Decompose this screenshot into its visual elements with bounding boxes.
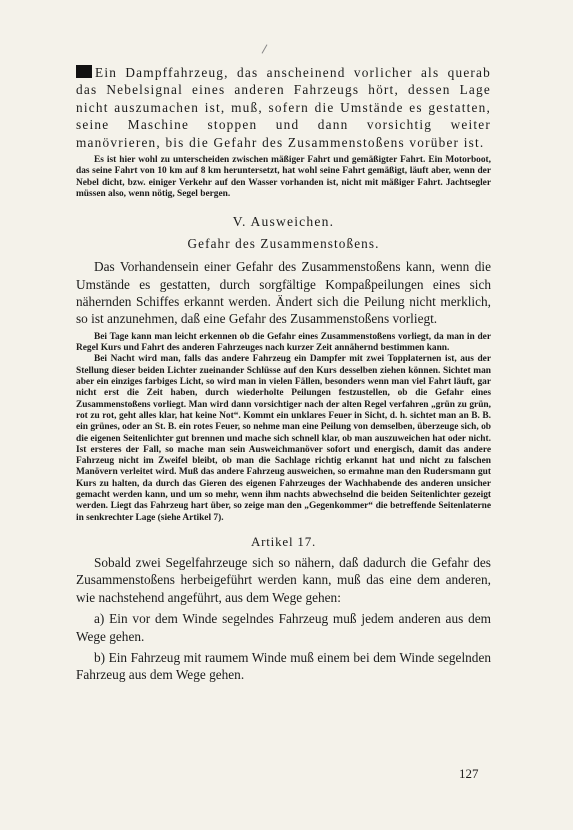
paragraph-sailing-vessels: Sobald zwei Segelfahrzeuge sich so nähern, daß dadurch die Gefahr des Zusammenstoßens herbeigeführt werden kann, muß das eine dem anderen, wie nachstehend angeführt, aus dem Wege gehen:: [76, 554, 491, 605]
page-number: 127: [459, 766, 479, 781]
list-item-b: b) Ein Fahrzeug mit raumem Winde muß einem bei dem Winde segelnden Fahrzeug aus dem Wege gehen.: [76, 649, 491, 683]
note-moderate-speed: Es ist hier wohl zu unterscheiden zwischen mäßiger Fahrt und gemäßigter Fahrt. Ein Motorboot, das seine Fahrt von 10 km auf 8 km heruntersetzt, hat wohl seine Fahrt gemäßigt, läuft aber, wenn der Nebel dicht, bzw. einiger Verkehr auf den Wasser vorhanden ist, nicht mit mäßiger Fahrt. Jachtsegler müssen also, wenn nötig, Segel bergen.: [76, 155, 491, 199]
paragraph-fog-signal: [76, 64, 491, 151]
section-title: V. Ausweichen.: [232, 214, 335, 230]
section-subtitle: Gefahr des Zusammenstoßens.: [187, 236, 380, 252]
paragraph-collision-risk: Das Vorhandensein einer Gefahr des Zusammenstoßens kann, wenn die Umstände es gestatten, durch sorgfältige Kompaßpeilungen eines sich nähernden Schiffes erkannt werden. Ändert sich die Peilung nicht merklich, so ist anzunehmen, daß eine Gefahr des Zusammenstoßens vorliegt.: [76, 259, 491, 327]
article-title: Artikel 17.: [250, 533, 317, 549]
ink-mark: [262, 44, 268, 53]
note-nighttime: Bei Nacht wird man, falls das andere Fahrzeug ein Dampfer mit zwei Topplaternen ist, aus der Stellung dieser beiden Lichter zueinander Schlüsse auf den Kurs desselben ziehen können. Sichtet man aber ein einziges farbiges Licht, so wird man in vielen Fällen, besonders wenn man viel Fahrt läuft, gar nicht erst die Zeit haben, durch wiederholte Peilungen festzustellen, ob die Gefahr eines Zusammenstoßens vorliegt. Man wird dann vorsichtiger nach der alten Regel verfahren „grün zu grün, rot zu rot, geht alles klar, hat keine Not“. Kommt ein unklares Feuer in Sicht, d. h. sichtet man an B. B. ein grünes, oder an St. B. ein rotes Feuer, so nehme man eine Peilung von demselben, überzeuge sich, ob die eigenen Seitenlichter gut brennen und mache sich schnell klar, ob man auszuweichen hat oder nicht. Ist ersteres der Fall, so mache man sein Ausweichmanöver sofort und energisch, damit das andere Fahrzeug nicht im Zweifel bleibt, ob man die Sachlage richtig erkannt hat und nicht zu falschen Manövern verleitet wird. Muß das andere Fahrzeug ausweichen, so ermahne man den Rudersmann gut Kurs zu halten, da durch das Gieren des eigenen Fahrzeuges der Wachhabende des anderen unsicher gemacht werden kann, und um so mehr, wenn ihm nachts abwechselnd die beiden Seitenlichter gezeigt werden. Liegt das Fahrzeug hart über, so zeige man den „Gegenkommer“ die betreffende Seitenlaterne in senkrechter Lage (siehe Artikel 7).: [76, 354, 491, 523]
list-item-a: a) Ein vor dem Winde segelndes Fahrzeug muß jedem anderen aus dem Wege gehen.: [76, 611, 491, 644]
note-daytime: Bei Tage kann man leicht erkennen ob die Gefahr eines Zusammenstoßens vorliegt, da man in der Regel Kurs und Fahrt des anderen Fahrzeuges nach kurzer Zeit annähernd bestimmen kann.: [76, 331, 491, 354]
ornament-icon: [76, 65, 92, 78]
paragraph-fog-signal-text: Ein Dampffahrzeug, das anscheinend vorlicher als querab das Nebelsignal eines anderen Fahrzeugs hört, dessen Lage nicht auszumachen ist, muß, sofern die Umstände es gestatten, seine Maschine stoppen und dann vorsichtig weiter manövrieren, bis die Gefahr des Zusammenstoßens vorüber ist.: [76, 65, 491, 150]
